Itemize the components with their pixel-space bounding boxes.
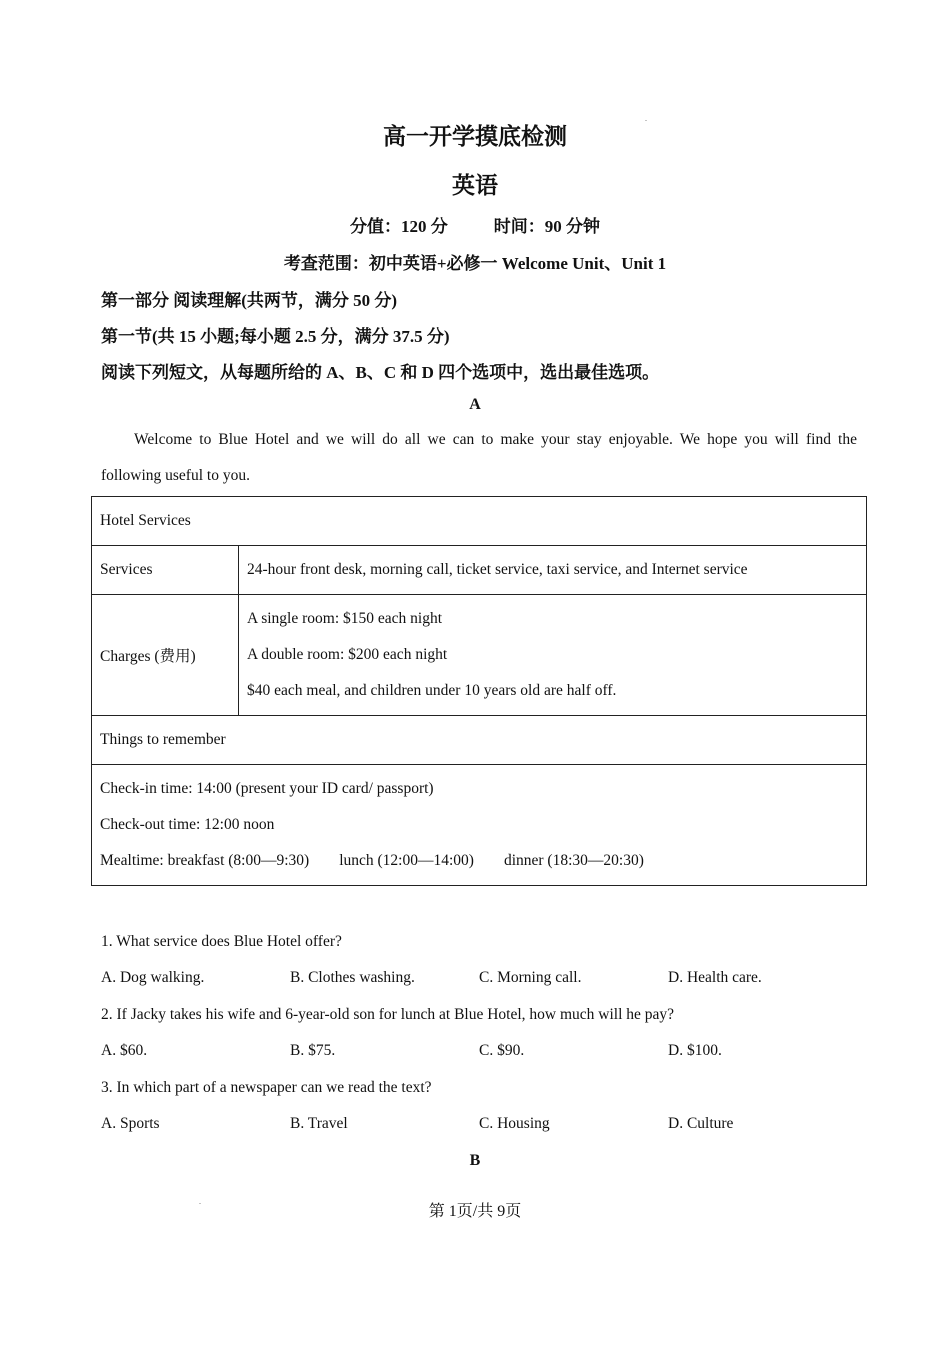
question-2-option-d: D. $100. [668,1042,722,1059]
subject-title: 英语 [452,173,498,199]
table-row [92,595,867,716]
question-1-option-b: B. Clothes washing. [290,969,415,986]
question-3-option-d: D. Culture [668,1115,734,1132]
question-1-option-a: A. Dog walking. [101,969,205,986]
question-3: 3. In which part of a newspaper can we read the text? [101,1079,432,1096]
exam-title: 高一开学摸底检测 [383,124,567,150]
mealtime [100,843,858,879]
charge-meal: $40 each meal, and children under 10 years old are half off. [247,682,617,699]
page-footer: 第 1页/共 9页 [428,1203,522,1220]
question-3-option-b: B. Travel [290,1115,348,1132]
table-row [92,716,867,765]
question-1-option-c: C. Morning call. [479,969,582,986]
question-1: 1. What service does Blue Hotel offer? [101,933,342,950]
question-2: 2. If Jacky takes his wife and 6-year-old son for lunch at Blue Hotel, how much will he pay? [101,1006,675,1023]
charges-label: Charges (费用) [92,595,239,716]
passage-a-letter: A [469,396,481,413]
charge-single-room: A single room: $150 each night [247,610,443,627]
reminders [92,765,867,886]
table-row [92,765,867,886]
hotel-services-heading: Hotel Services [92,497,867,546]
table-row [92,546,867,595]
time-info: 时间：90 分钟 [493,217,600,236]
question-3-option-c: C. Housing [479,1115,550,1132]
things-to-remember-heading: Things to remember [92,716,867,765]
score-info: 分值：120 分 [350,217,448,236]
table-row [92,497,867,546]
stray-dot-footer: . [199,1197,201,1206]
mealtime-breakfast: Mealtime: breakfast (8:00—9:30) [100,852,310,869]
stray-dot: . [645,114,647,123]
question-1-option-d: D. Health care. [668,969,762,986]
services-label: Services [92,546,239,595]
passage-a-intro-line1: Welcome to Blue Hotel and we will do all we can to make your stay enjoyable. We hope you will find the [134,431,857,448]
mealtime-dinner: dinner (18:30—20:30) [503,852,644,869]
exam-scope: 考查范围：初中英语+必修一 Welcome Unit、Unit 1 [283,254,667,273]
part-heading: 第一部分 阅读理解(共两节，满分 50 分) [101,291,398,310]
charge-double-room: A double room: $200 each night [247,646,448,663]
checkout-time: Check-out time: 12:00 noon [100,816,275,833]
question-3-option-a: A. Sports [101,1115,160,1132]
question-2-option-c: C. $90. [479,1042,525,1059]
passage-a-intro-line2: following useful to you. [101,467,250,484]
passage-b-letter: B [469,1152,481,1169]
mealtime-lunch: lunch (12:00—14:00) [339,852,474,869]
question-2-option-b: B. $75. [290,1042,336,1059]
hotel-info-table [91,496,867,886]
instruction: 阅读下列短文，从每题所给的 A、B、C 和 D 四个选项中，选出最佳选项。 [101,363,660,382]
charges-values [239,595,867,716]
question-2-option-a: A. $60. [101,1042,148,1059]
subsection-heading: 第一节(共 15 小题;每小题 2.5 分，满分 37.5 分) [101,327,450,346]
checkin-time: Check-in time: 14:00 (present your ID card/ passport) [100,780,434,797]
exam-meta [0,212,950,237]
services-value: 24-hour front desk, morning call, ticket service, taxi service, and Internet service [239,546,867,595]
